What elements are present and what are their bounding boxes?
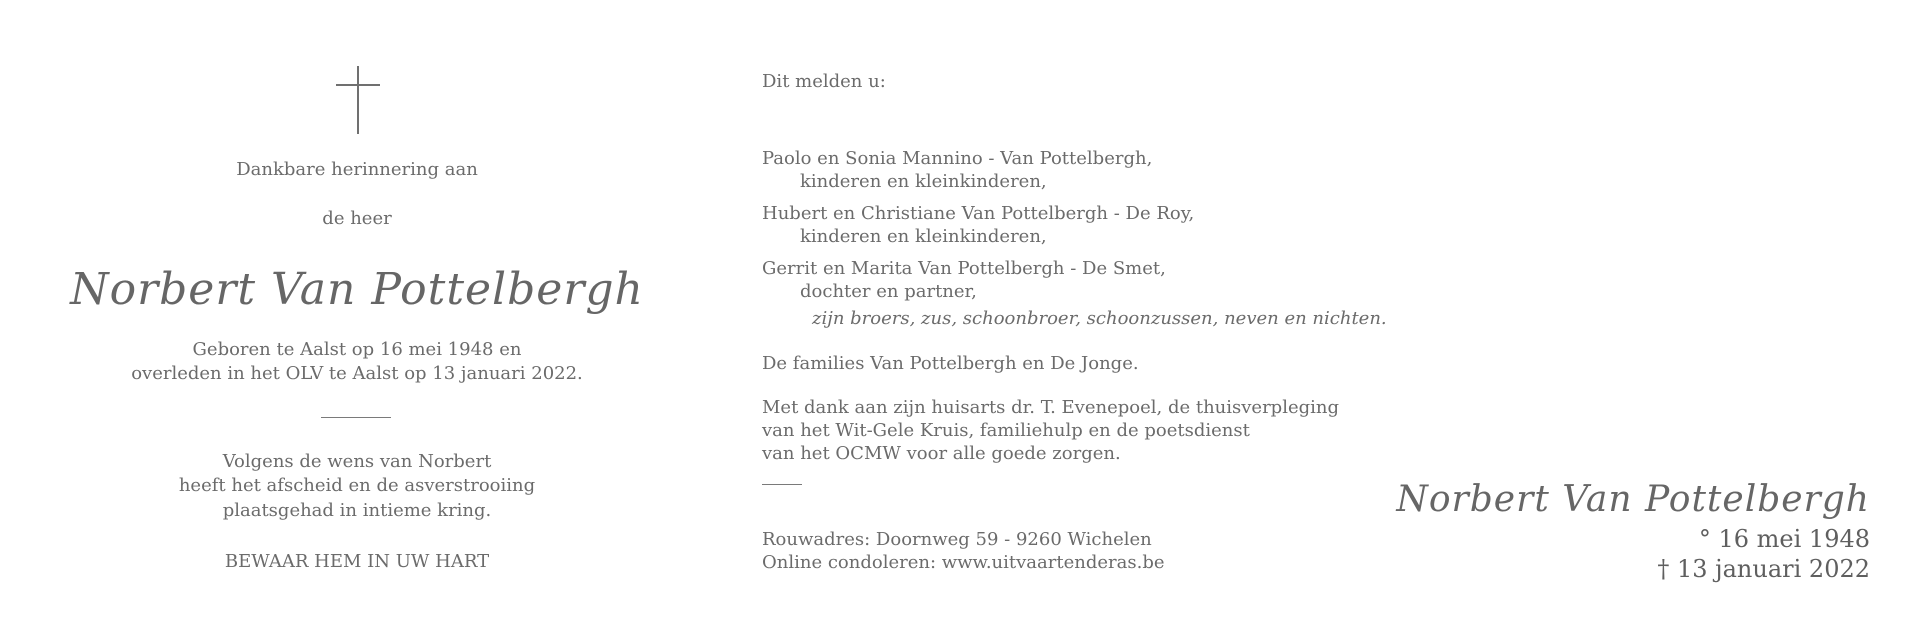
family-line: Gerrit en Marita Van Pottelbergh - De Smet, [762,258,1166,279]
address-text: Rouwadres: Doornweg 59 - 9260 Wichelen [762,529,1152,550]
announce-text: Dit melden u: [762,71,886,92]
thanks-line-2: van het Wit-Gele Kruis, familiehulp en de poetsdienst [762,420,1250,441]
intro-text: Dankbare herinnering aan [236,159,478,180]
deceased-name: Norbert Van Pottelbergh [70,264,644,315]
family-line: kinderen en kleinkinderen, [800,171,1047,192]
right-panel [1396,476,1870,584]
cross-icon [336,66,380,134]
thanks-line-1: Met dank aan zijn huisarts dr. T. Evenepoel, de thuisverpleging [762,397,1340,418]
wish-line-3: plaatsgehad in intieme kring. [222,500,492,521]
motto: BEWAAR HEM IN UW HART [224,551,490,572]
wish-line-2: heeft het afscheid en de asverstrooiing [178,475,536,496]
born-text: Geboren te Aalst op 16 mei 1948 en [192,339,522,360]
divider [321,417,391,418]
died-text: overleden in het OLV te Aalst op 13 januari 2022. [131,363,583,384]
online-condolence-text: Online condoleren: www.uitvaartenderas.be [762,552,1165,573]
family-line: Hubert en Christiane Van Pottelbergh - De Roy, [762,203,1195,224]
siblings-text: zijn broers, zus, schoonbroer, schoonzussen, neven en nichten. [812,308,1387,329]
birth-date: ° 16 mei 1948 [1698,525,1870,553]
family-line: Paolo en Sonia Mannino - Van Pottelbergh, [762,148,1153,169]
family-line: dochter en partner, [800,281,977,302]
divider [762,484,802,485]
wish-line-1: Volgens de wens van Norbert [222,451,492,472]
thanks-line-3: van het OCMW voor alle goede zorgen. [762,443,1121,464]
deceased-name-small: Norbert Van Pottelbergh [1396,479,1870,520]
families-text: De families Van Pottelbergh en De Jonge. [762,353,1139,374]
death-date: † 13 januari 2022 [1657,555,1870,583]
honorific: de heer [322,208,392,229]
family-line: kinderen en kleinkinderen, [800,226,1047,247]
